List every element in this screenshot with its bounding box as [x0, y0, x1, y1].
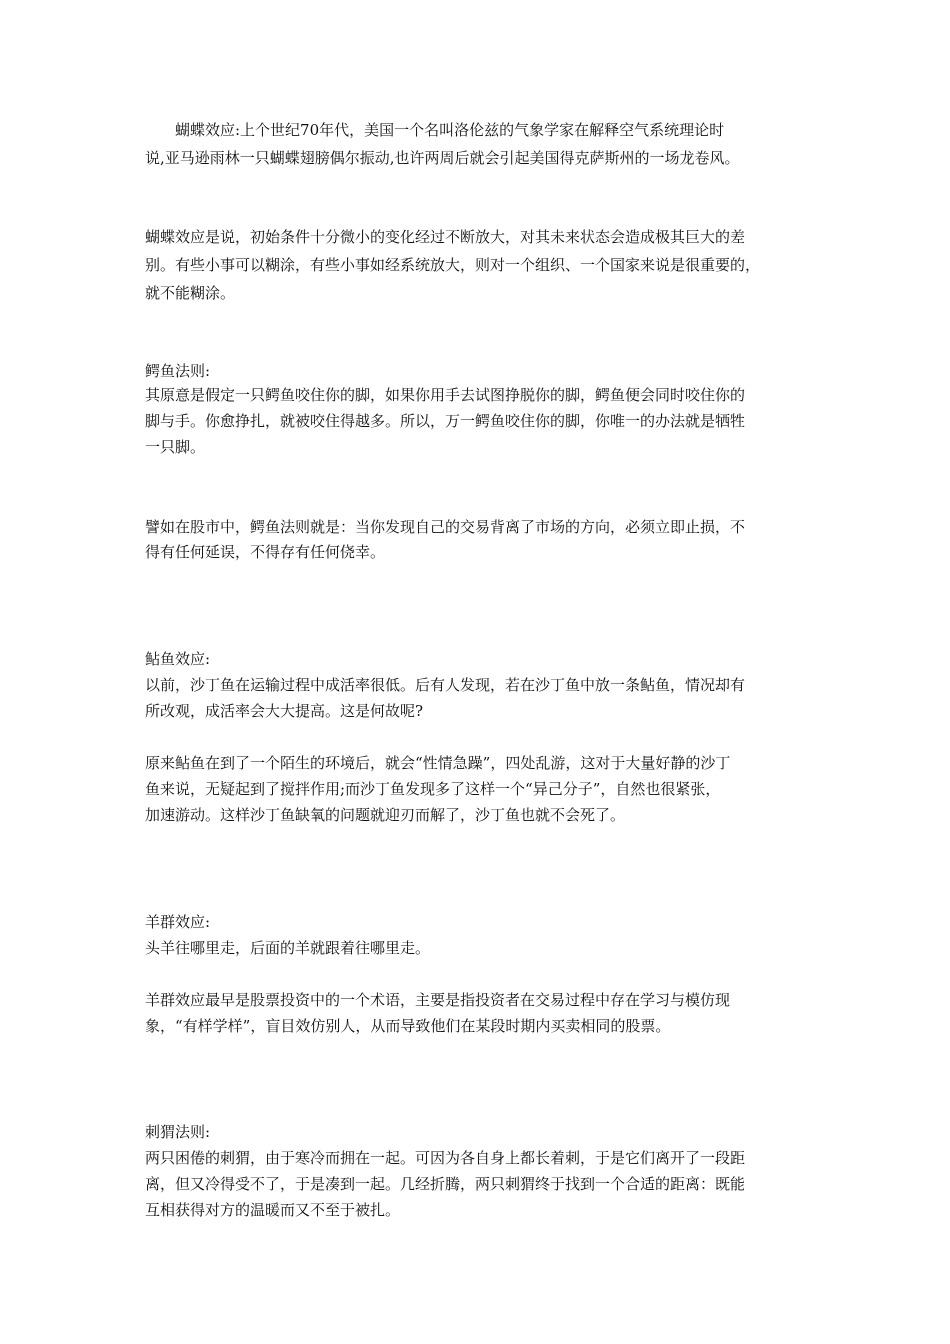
herd-effect-explanation-line: 象，“有样学样”，盲目效仿别人，从而导致他们在某段时期内买卖相同的股票。: [145, 1017, 671, 1035]
hedgehog-rule-heading: 刺猬法则:: [145, 1123, 211, 1141]
crocodile-rule-heading: 鳄鱼法则:: [145, 362, 211, 380]
crocodile-rule-line: 其原意是假定一只鳄鱼咬住你的脚，如果你用手去试图挣脱你的脚，鳄鱼便会同时咬住你的: [145, 386, 746, 404]
crocodile-rule-stock-line: 譬如在股市中，鳄鱼法则就是：当你发现自己的交易背离了市场的方向，必须立即止损，不: [145, 518, 746, 536]
catfish-effect-line: 以前，沙丁鱼在运输过程中成活率很低。后有人发现，若在沙丁鱼中放一条鲇鱼，情况却有: [145, 676, 746, 694]
hedgehog-rule-line: 离，但又冷得受不了，于是凑到一起。几经折腾，两只刺猬终于找到一个合适的距离：既能: [145, 1175, 746, 1193]
herd-effect-line: 头羊往哪里走，后面的羊就跟着往哪里走。: [145, 939, 431, 957]
hedgehog-rule-line: 互相获得对方的温暖而又不至于被扎。: [145, 1201, 401, 1219]
butterfly-effect-intro-line: 说,亚马逊雨林一只蝴蝶翅膀偶尔振动,也许两周后就会引起美国得克萨斯州的一场龙卷风。: [145, 149, 740, 167]
catfish-effect-explanation-line: 鱼来说，无疑起到了搅拌作用;而沙丁鱼发现多了这样一个“异己分子”，自然也很紧张，: [145, 780, 721, 798]
butterfly-effect-intro-line: 蝴蝶效应:上个世纪70年代，美国一个名叫洛伦兹的气象学家在解释空气系统理论时: [145, 121, 725, 139]
catfish-effect-heading: 鲇鱼效应:: [145, 650, 211, 668]
crocodile-rule-line: 脚与手。你愈挣扎，就被咬住得越多。所以，万一鳄鱼咬住你的脚，你唯一的办法就是牺牲: [145, 412, 746, 430]
hedgehog-rule-line: 两只困倦的刺猬，由于寒冷而拥在一起。可因为各自身上都长着刺，于是它们离开了一段距: [145, 1149, 746, 1167]
catfish-effect-explanation-line: 原来鲇鱼在到了一个陌生的环境后，就会“性情急躁”，四处乱游，这对于大量好静的沙丁: [145, 754, 731, 772]
butterfly-effect-explanation-line: 就不能糊涂。: [145, 284, 236, 302]
catfish-effect-explanation-line: 加速游动。这样沙丁鱼缺氧的问题就迎刃而解了，沙丁鱼也就不会死了。: [145, 806, 626, 824]
catfish-effect-line: 所改观，成活率会大大提高。这是何故呢?: [145, 702, 424, 720]
herd-effect-explanation-line: 羊群效应最早是股票投资中的一个术语，主要是指投资者在交易过程中存在学习与模仿现: [145, 991, 731, 1009]
herd-effect-heading: 羊群效应:: [145, 913, 211, 931]
crocodile-rule-stock-line: 得有任何延误，不得存有任何侥幸。: [145, 543, 386, 561]
crocodile-rule-line: 一只脚。: [145, 438, 206, 456]
butterfly-effect-explanation-line: 别。有些小事可以糊涂，有些小事如经系统放大，则对一个组织、一个国家来说是很重要的，: [145, 256, 761, 274]
butterfly-effect-explanation-line: 蝴蝶效应是说，初始条件十分微小的变化经过不断放大，对其未来状态会造成极其巨大的差: [145, 228, 746, 246]
